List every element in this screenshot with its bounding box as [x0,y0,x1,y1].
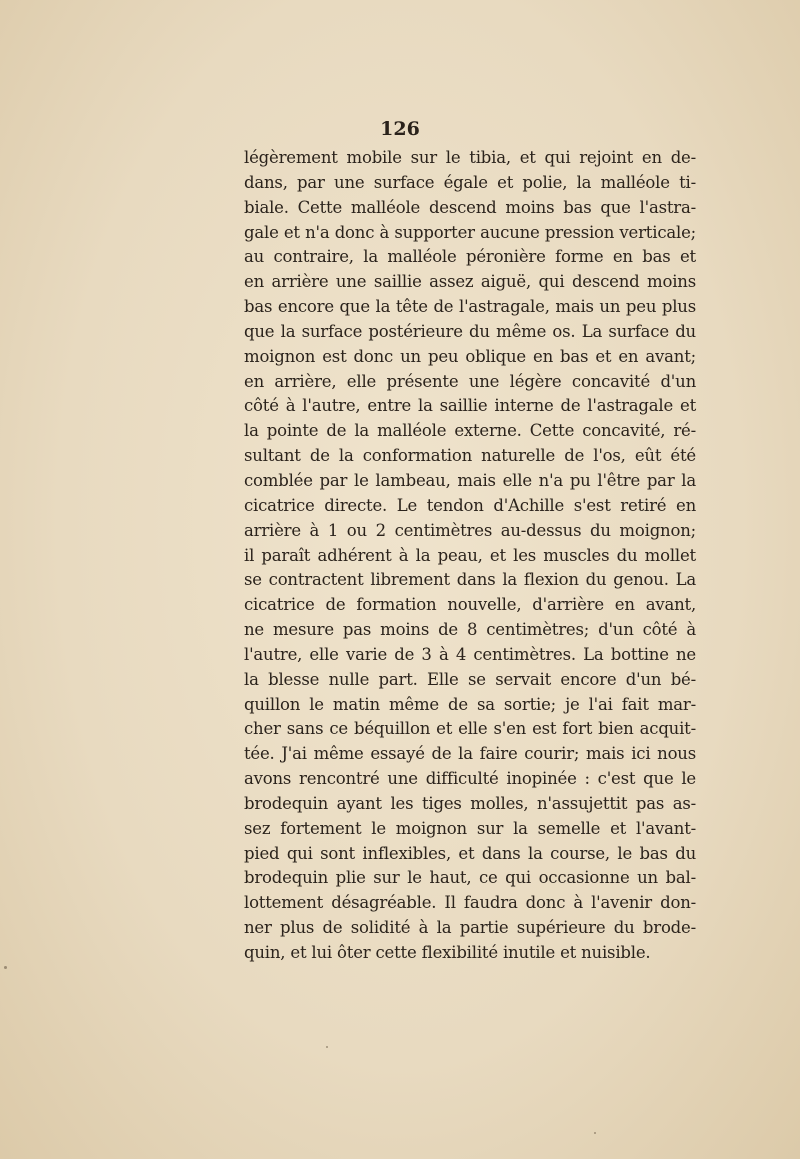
text-line: biale. Cette malléole descend moins bas que l'astra- [244,197,696,217]
text-line: sez fortement le moignon sur la semelle et l'avant- [244,818,696,838]
text-line: brodequin ayant les tiges molles, n'assujettit pas as- [244,793,696,813]
paper-speck [594,1132,596,1134]
text-line: côté à l'autre, entre la saillie interne de l'astragale et [244,396,696,416]
text-line: l'autre, elle varie de 3 à 4 centimètres. La bottine ne [244,644,696,664]
text-line: avons rencontré une difficulté inopinée : c'est que le [244,769,696,789]
text-line: au contraire, la malléole péronière forme en bas et [244,247,696,267]
text-line: la blesse nulle part. Elle se servait encore d'un bé- [244,669,696,689]
text-line: que la surface postérieure du même os. La surface du [244,321,696,341]
text-line: cicatrice de formation nouvelle, d'arrière en avant, [244,595,696,615]
text-line: ner plus de solidité à la partie supérieure du brode- [244,918,696,938]
text-line: la pointe de la malléole externe. Cette concavité, ré- [244,421,696,441]
text-line: tée. J'ai même essayé de la faire courir; mais ici nous [244,744,696,764]
paper-speck [4,966,7,969]
text-line: cher sans ce béquillon et elle s'en est fort bien acquit- [244,719,696,739]
text-line: il paraît adhérent à la peau, et les muscles du mollet [244,545,696,565]
page-number: 126 [380,118,420,140]
text-line: quillon le matin même de sa sortie; je l'ai fait mar- [244,694,696,714]
text-line: moignon est donc un peu oblique en bas et en avant; [244,346,696,366]
text-line: cicatrice directe. Le tendon d'Achille s'est retiré en [244,495,696,515]
text-line: lottement désagréable. Il faudra donc à l'avenir don- [244,893,696,913]
text-line: quin, et lui ôter cette flexibilité inutile et nuisible. [244,943,651,962]
text-line: bas encore que la tête de l'astragale, mais un peu plus [244,297,696,317]
text-line: arrière à 1 ou 2 centimètres au-dessus du moignon; [244,520,696,540]
paper-speck [326,1046,328,1048]
text-line: brodequin plie sur le haut, ce qui occasionne un bal- [244,868,696,888]
text-line: comblée par le lambeau, mais elle n'a pu l'être par la [244,470,696,490]
text-line: se contractent librement dans la flexion du genou. La [244,570,696,590]
text-line: gale et n'a donc à supporter aucune pression verticale; [244,222,696,242]
text-line: en arrière une saillie assez aiguë, qui descend moins [244,272,696,292]
text-line: en arrière, elle présente une légère concavité d'un [244,371,696,391]
text-line: ne mesure pas moins de 8 centimètres; d'un côté à [244,620,696,640]
text-line: pied qui sont inflexibles, et dans la course, le bas du [244,843,696,863]
text-line: légèrement mobile sur le tibia, et qui rejoint en de- [244,148,696,167]
text-line: dans, par une surface égale et polie, la malléole ti- [244,172,696,192]
text-line: sultant de la conformation naturelle de l'os, eût été [244,446,696,466]
body-text [244,146,696,966]
